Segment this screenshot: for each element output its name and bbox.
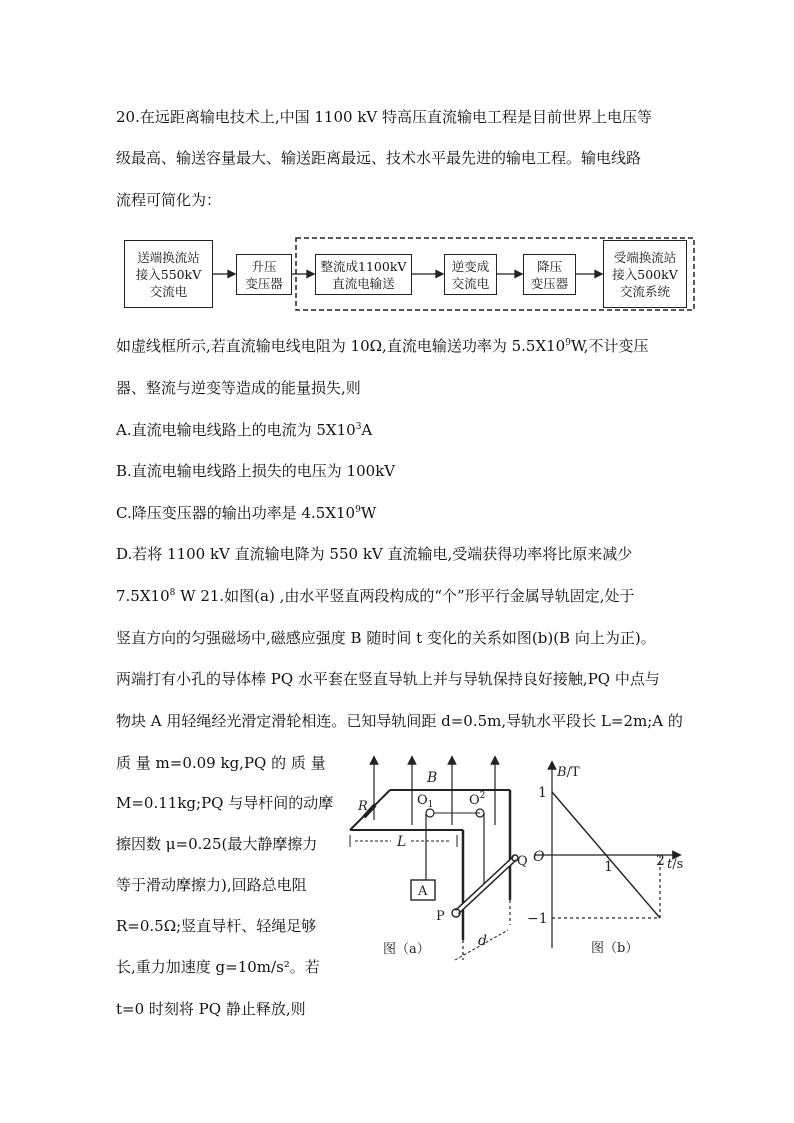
q21-line-3: 两端打有小孔的导体棒 PQ 水平套在竖直导轨上并与导轨保持良好接触,PQ 中点与 xyxy=(116,670,660,688)
label-o2: $O^2$ xyxy=(469,791,486,808)
q20-line-3: 流程可简化为： xyxy=(116,191,222,209)
flow-box-step-up: 升压 变压器 xyxy=(236,254,292,295)
q20-line-5: 器、整流与逆变等造成的能量损失,则 xyxy=(116,379,361,397)
q21-wrap-4: 等于滑动摩擦力),回路总电阻 xyxy=(116,876,307,894)
option-b: B.直流电输电线路上损失的电压为 100kV xyxy=(116,462,396,480)
q21-wrap-5: R=0.5Ω;竖直导杆、轻绳足够 xyxy=(116,917,317,935)
caption-b: 图（b） xyxy=(591,941,639,956)
label-p: P xyxy=(436,909,445,924)
label-q: Q xyxy=(517,854,528,869)
y-tick-1: 1 xyxy=(538,785,547,801)
flow-box-sending-station: 送端换流站 接入550kV 交流电 xyxy=(124,240,213,308)
q21-wrap-7: t=0 时刻将 PQ 静止释放,则 xyxy=(116,1000,306,1018)
flow-box-invert: 逆变成 交流电 xyxy=(444,254,497,295)
q20-line-1: 20.在远距离输电技术上,中国 1100 kV 特高压直流输电工程是目前世界上电压等 xyxy=(116,108,653,126)
option-c: C.降压变压器的输出功率是 $4.5X10^9W$ xyxy=(116,504,377,522)
q21-line-4: 物块 A 用轻绳经光滑定滑轮相连。已知导轨间距 d=0.5m,导轨水平段长 L=2m;A 的 xyxy=(116,712,683,730)
flow-box-receiving-station: 受端换流站 接入500kV 交流系统 xyxy=(603,240,687,308)
pulley-o1 xyxy=(426,809,434,817)
q21-line-1: $7.5X10^8$ W 21.如图(a) ,由水平竖直两段构成的“个”形平行金属导轨固定,处于 xyxy=(116,587,635,605)
q21-line-2: 竖直方向的匀强磁场中,磁感应强度 B 随时间 t 变化的关系如图(b)(B 向上为正)。 xyxy=(116,629,656,647)
option-d: D.若将 1100 kV 直流输电降为 550 kV 直流输电,受端获得功率将比原来减少 xyxy=(116,545,633,563)
origin-label: O xyxy=(533,849,545,865)
figure-a xyxy=(345,755,545,985)
label-o1: $O_1$ xyxy=(417,793,434,810)
label-b: B xyxy=(427,770,438,786)
label-r: R xyxy=(358,799,368,814)
x-tick-1: 1 xyxy=(604,859,613,875)
x-axis-label: t/s xyxy=(667,857,684,872)
option-a: A.直流电输电线路上的电流为 $5X10^3A$ xyxy=(116,421,373,439)
x-tick-2: 2 xyxy=(656,853,665,869)
label-d: d xyxy=(478,933,487,949)
q20-line-4: 如虚线框所示,若直流输电线电阻为 10Ω,直流电输送功率为 $5.5X10^9W$,不计变压 xyxy=(116,337,649,355)
q21-wrap-3: 擦因数 μ=0.25(最大静摩擦力 xyxy=(116,835,318,853)
caption-a: 图（a） xyxy=(383,942,430,957)
figure-b xyxy=(525,760,690,960)
label-l: L xyxy=(397,834,407,850)
flow-box-step-down: 降压 变压器 xyxy=(523,254,576,295)
q21-wrap-2: M=0.11kg;PQ 与导杆间的动摩 xyxy=(116,794,334,812)
y-axis-label: B/T xyxy=(557,765,580,780)
q21-wrap-6: 长,重力加速度 g=10m/s²。若 xyxy=(116,958,320,976)
label-a: A xyxy=(418,884,428,899)
y-tick-neg1: −1 xyxy=(527,911,548,927)
q20-line-2: 级最高、输送容量最大、输送距离最远、技术水平最先进的输电工程。输电线路 xyxy=(116,149,642,167)
flow-box-rectify: 整流成1100kV 直流电输送 xyxy=(315,254,412,295)
q21-wrap-1: 质 量 m=0.09 kg,PQ 的 质 量 xyxy=(116,754,326,772)
